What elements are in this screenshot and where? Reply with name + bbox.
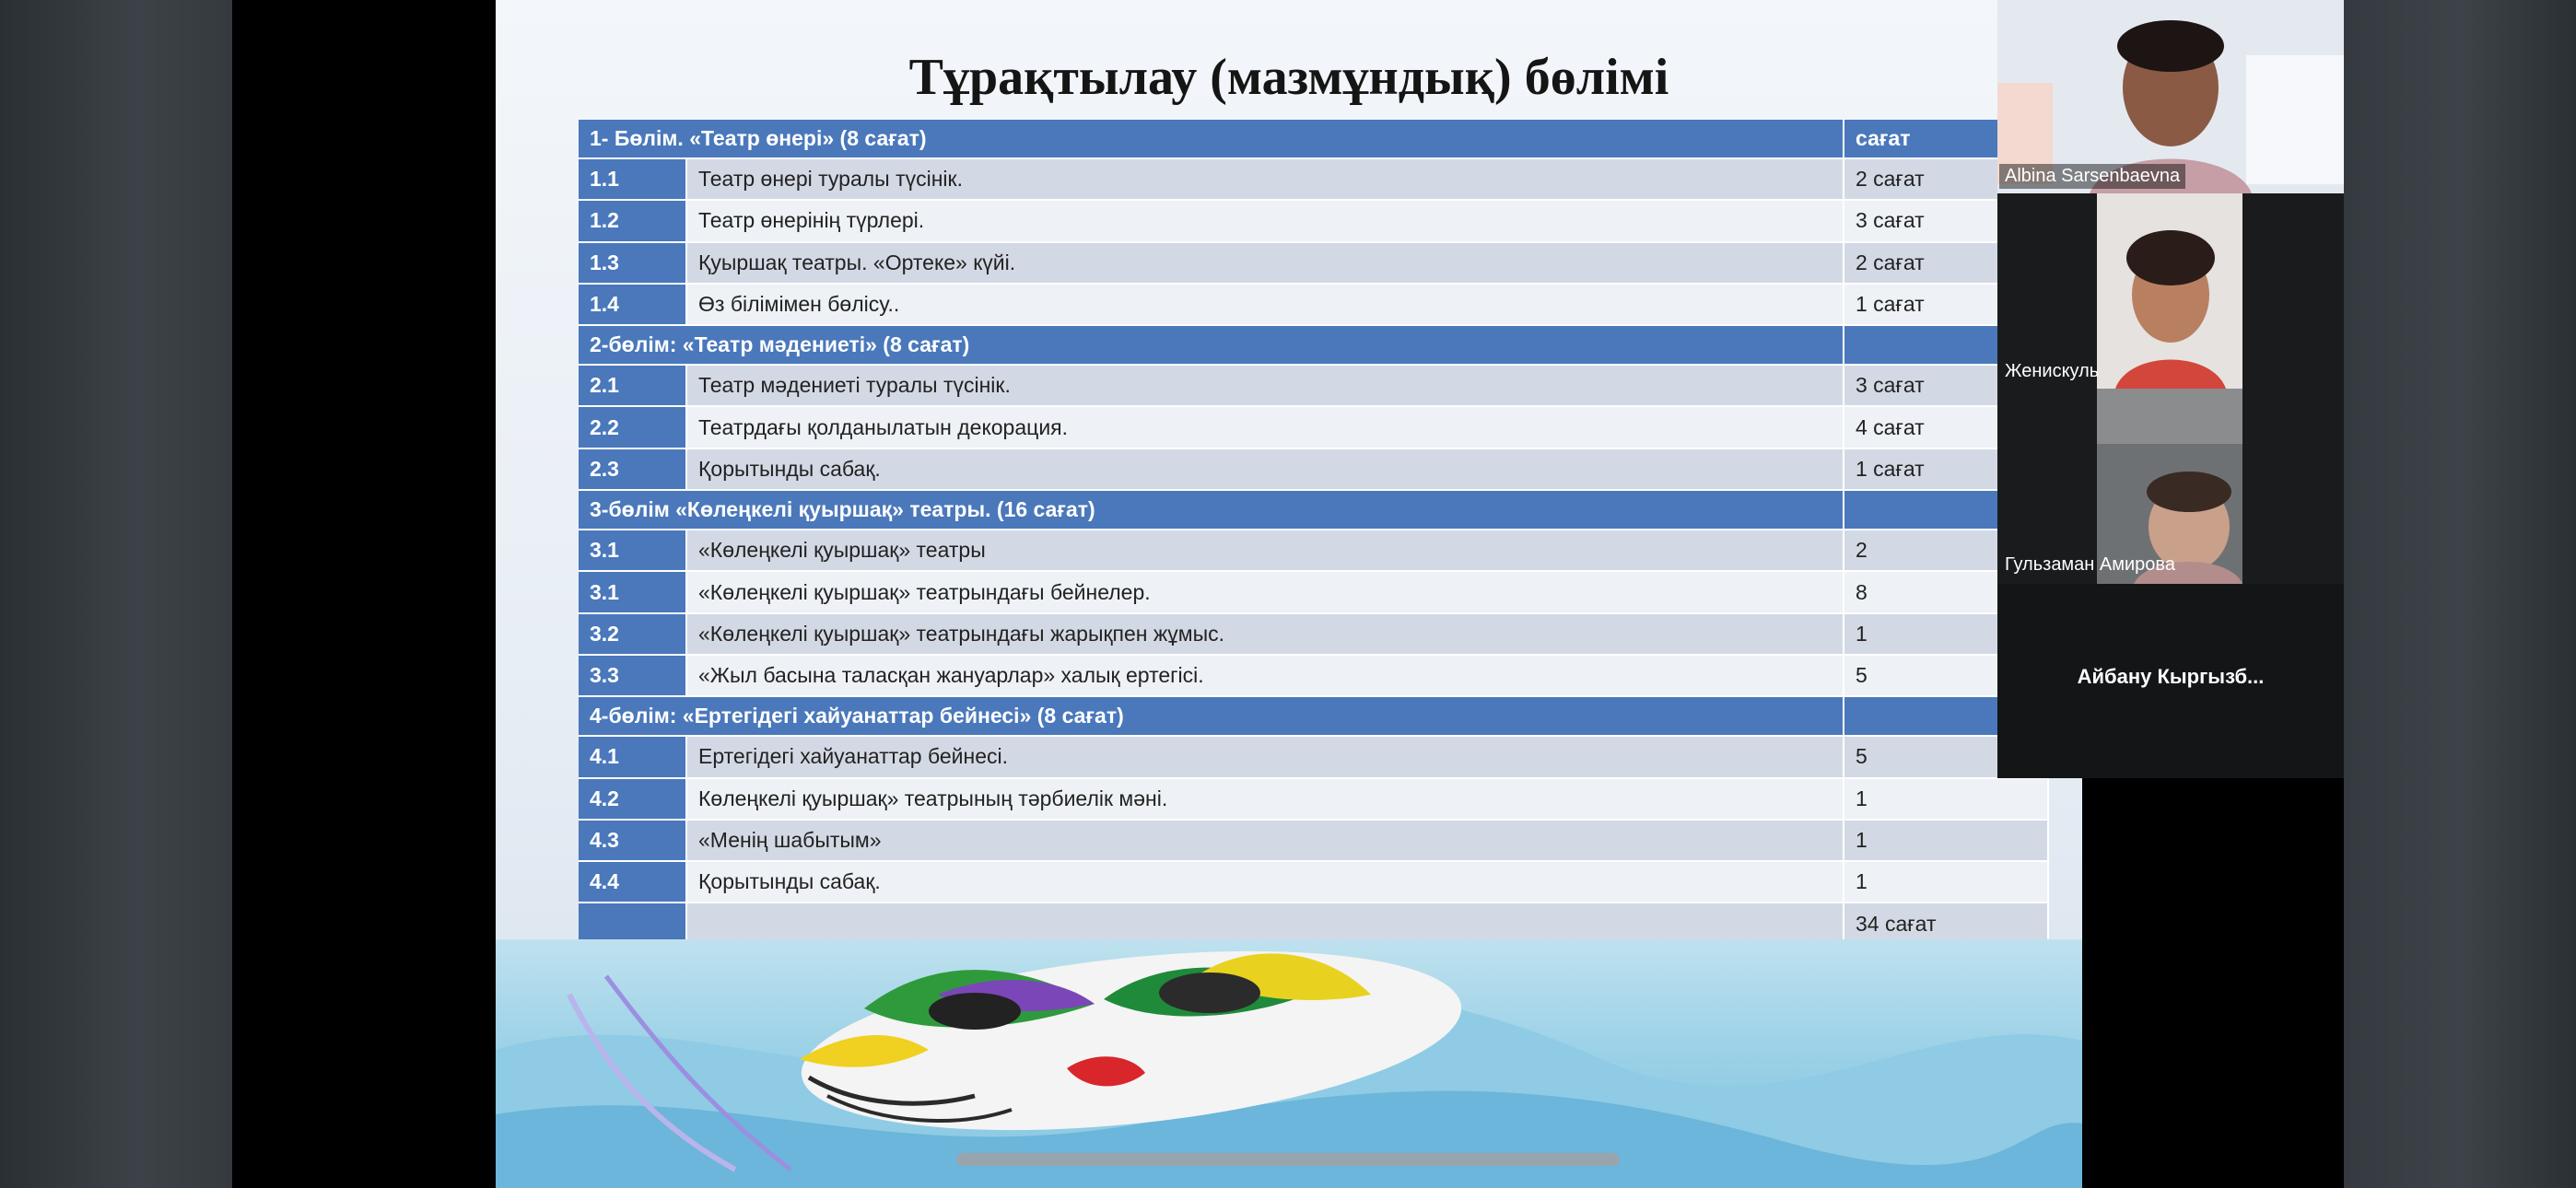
- lesson-hours: 34 сағат: [1844, 903, 2049, 945]
- lesson-hours: 1: [1844, 614, 2049, 656]
- table-row: [579, 530, 2049, 572]
- lesson-hours: 5: [1844, 737, 2049, 778]
- table-row: [579, 366, 2049, 407]
- section-row: [579, 697, 2049, 737]
- lesson-hours: 1: [1844, 862, 2049, 903]
- table-row: [579, 159, 2049, 201]
- lesson-topic: «Жыл басына таласқан жануарлар» халық ертегісі.: [687, 656, 1844, 697]
- participant-tile-1[interactable]: [1997, 0, 2344, 193]
- participant-video-2: [2097, 193, 2242, 389]
- hours-column-header: сағат: [1844, 120, 2049, 159]
- lesson-number: 1.2: [579, 201, 687, 242]
- lesson-topic: Театр өнерінің түрлері.: [687, 201, 1844, 242]
- table-row: [579, 614, 2049, 656]
- lesson-topic: «Көлеңкелі қуыршақ» театры: [687, 530, 1844, 572]
- lesson-number: 2.1: [579, 366, 687, 407]
- lesson-topic: Өз білімімен бөлісу..: [687, 285, 1844, 326]
- table-row: [579, 656, 2049, 697]
- table-row: [579, 285, 2049, 326]
- lesson-hours: 5: [1844, 656, 2049, 697]
- lesson-number: 2.3: [579, 449, 687, 491]
- table-row: [579, 572, 2049, 613]
- theatre-mask-image: [496, 939, 2082, 1188]
- lesson-hours: 2: [1844, 530, 2049, 572]
- participant-tile-2[interactable]: [2097, 193, 2242, 389]
- table-row: [579, 862, 2049, 903]
- left-letterbox: [0, 0, 232, 1188]
- participants-panel: [1997, 0, 2344, 778]
- lesson-hours: 1: [1844, 779, 2049, 821]
- lesson-hours: 2 сағат: [1844, 159, 2049, 201]
- section-row: [579, 491, 2049, 530]
- lesson-hours: 2 сағат: [1844, 243, 2049, 285]
- participant-name-1: Albina Sarsenbaevna: [1999, 164, 2185, 189]
- section-row: [579, 326, 2049, 366]
- lesson-topic: Көлеңкелі қуыршақ» театрының тәрбиелік мәні.: [687, 779, 1844, 821]
- participant-tile-4[interactable]: [1997, 584, 2344, 778]
- lesson-number: 1.3: [579, 243, 687, 285]
- lesson-number: 3.3: [579, 656, 687, 697]
- lesson-topic: Театр мәдениеті туралы түсінік.: [687, 366, 1844, 407]
- table-row: [579, 821, 2049, 862]
- table-row: [579, 243, 2049, 285]
- lesson-hours: 4 сағат: [1844, 407, 2049, 448]
- lesson-topic: «Көлеңкелі қуыршақ» театрындағы жарықпен жұмыс.: [687, 614, 1844, 656]
- lesson-topic: Ертегідегі хайуанаттар бейнесі.: [687, 737, 1844, 778]
- presentation-slide: [496, 0, 2082, 1188]
- lesson-hours: 3 сағат: [1844, 366, 2049, 407]
- lesson-hours: 1 сағат: [1844, 449, 2049, 491]
- table-header-row: [579, 120, 2049, 159]
- section-title: 1- Бөлім. «Театр өнері» (8 сағат): [579, 120, 1844, 159]
- lesson-topic: Қорытынды сабақ.: [687, 449, 1844, 491]
- participant-name-4: Айбану Кыргызб...: [2077, 665, 2265, 688]
- table-row: [579, 201, 2049, 242]
- table-row: [579, 737, 2049, 778]
- home-indicator-bar[interactable]: [956, 1153, 1620, 1166]
- lesson-hours: 8: [1844, 572, 2049, 613]
- lesson-number: 2.2: [579, 407, 687, 448]
- section-title: 3-бөлім «Көлеңкелі қуыршақ» театры. (16 сағат): [579, 491, 1844, 530]
- lesson-hours: 1: [1844, 821, 2049, 862]
- lesson-number: 4.4: [579, 862, 687, 903]
- lesson-topic: «Көлеңкелі қуыршақ» театрындағы бейнелер.: [687, 572, 1844, 613]
- section-title: 2-бөлім: «Театр мәдениеті» (8 сағат): [579, 326, 1844, 366]
- section-title: 4-бөлім: «Ертегідегі хайуанаттар бейнесі» (8 сағат): [579, 697, 1844, 737]
- lesson-number: 1.4: [579, 285, 687, 326]
- lesson-topic: «Менің шабытым»: [687, 821, 1844, 862]
- slide-title: Тұрақтылау (мазмұндық) бөлімі: [908, 49, 1669, 106]
- lesson-topic: Театр өнері туралы түсінік.: [687, 159, 1844, 201]
- right-letterbox: [2344, 0, 2576, 1188]
- lesson-hours: 1 сағат: [1844, 285, 2049, 326]
- table-row: [579, 779, 2049, 821]
- syllabus-table: [579, 120, 2049, 946]
- lesson-number: 3.2: [579, 614, 687, 656]
- lesson-number: 1.1: [579, 159, 687, 201]
- lesson-number: 3.1: [579, 530, 687, 572]
- participant-name-3: Гульзаман Амирова: [2005, 554, 2175, 575]
- lesson-topic: Қуыршақ театры. «Ортеке» күйі.: [687, 243, 1844, 285]
- mask-illustration-svg: [496, 939, 2082, 1188]
- lesson-number: 4.2: [579, 779, 687, 821]
- lesson-number: 3.1: [579, 572, 687, 613]
- lesson-topic: Театрдағы қолданылатын декорация.: [687, 407, 1844, 448]
- lesson-hours: 3 сағат: [1844, 201, 2049, 242]
- table-row: [579, 449, 2049, 491]
- lesson-topic: Қорытынды сабақ.: [687, 862, 1844, 903]
- table-row: [579, 407, 2049, 448]
- lesson-number: 4.1: [579, 737, 687, 778]
- lesson-number: 4.3: [579, 821, 687, 862]
- participant-name-2: Женискуль: [2005, 361, 2100, 381]
